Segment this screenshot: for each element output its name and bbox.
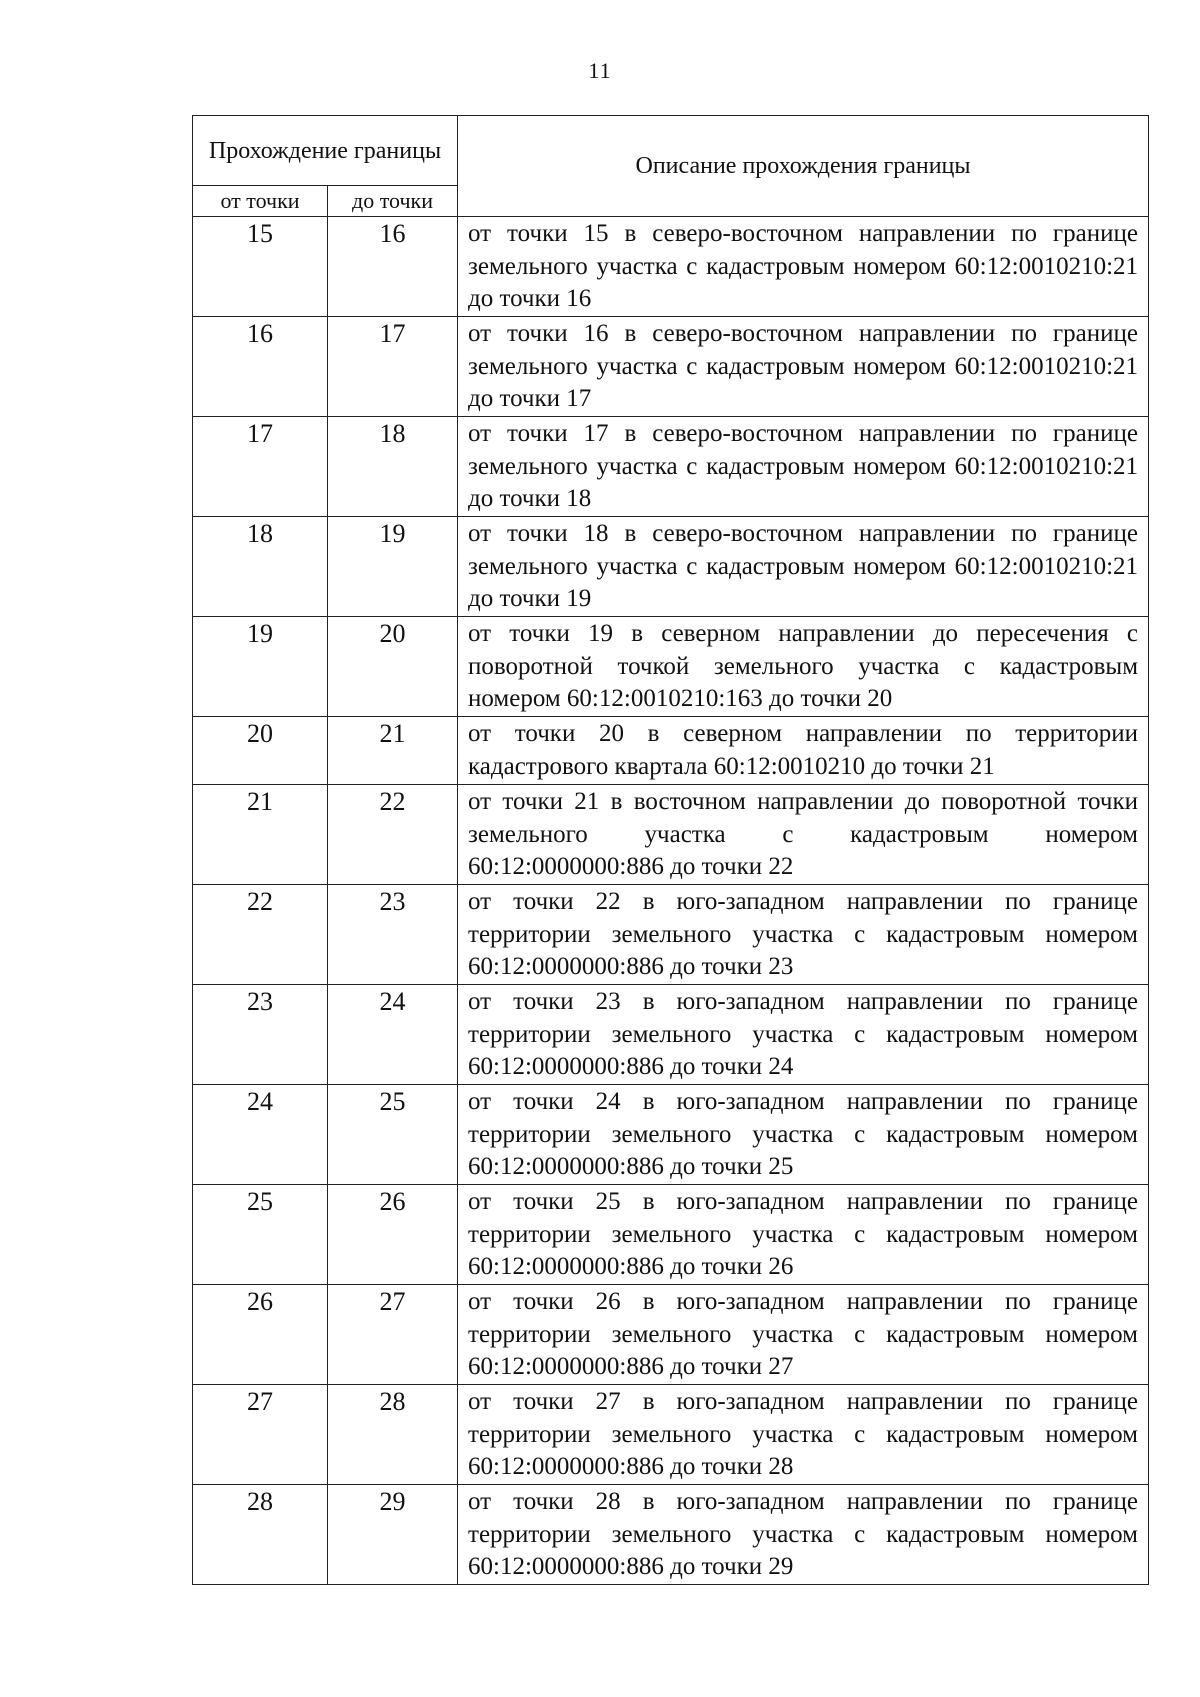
header-from-point: от точки (193, 186, 328, 217)
to-point-cell: 18 (328, 417, 458, 517)
description-cell: от точки 17 в северо-восточном направлении по границе земельного участка с кадастровым номером 60:12:0010210:21 до точки 18 (458, 417, 1149, 517)
to-point-cell: 29 (328, 1485, 458, 1585)
from-point-cell: 25 (193, 1185, 328, 1285)
to-point-cell: 21 (328, 717, 458, 785)
to-point-cell: 19 (328, 517, 458, 617)
to-point-cell: 28 (328, 1385, 458, 1485)
description-cell: от точки 21 в восточном направлении до поворотной точки земельного участка с кадастровым номером 60:12:0000000:886 до точки 22 (458, 785, 1149, 885)
table-row (193, 1485, 1149, 1585)
from-point-cell: 24 (193, 1085, 328, 1185)
table-row (193, 617, 1149, 717)
to-point-cell: 24 (328, 985, 458, 1085)
table-row (193, 217, 1149, 317)
description-cell: от точки 26 в юго-западном направлении по границе территории земельного участка с кадастровым номером 60:12:0000000:886 до точки 27 (458, 1285, 1149, 1385)
description-cell: от точки 23 в юго-западном направлении по границе территории земельного участка с кадастровым номером 60:12:0000000:886 до точки 24 (458, 985, 1149, 1085)
header-row (193, 116, 1149, 186)
table-row (193, 1085, 1149, 1185)
description-cell: от точки 15 в северо-восточном направлении по границе земельного участка с кадастровым номером 60:12:0010210:21 до точки 16 (458, 217, 1149, 317)
description-cell: от точки 22 в юго-западном направлении по границе территории земельного участка с кадастровым номером 60:12:0000000:886 до точки 23 (458, 885, 1149, 985)
table-row (193, 1385, 1149, 1485)
from-point-cell: 26 (193, 1285, 328, 1385)
table-row (193, 1185, 1149, 1285)
from-point-cell: 18 (193, 517, 328, 617)
to-point-cell: 20 (328, 617, 458, 717)
to-point-cell: 25 (328, 1085, 458, 1185)
to-point-cell: 16 (328, 217, 458, 317)
to-point-cell: 17 (328, 317, 458, 417)
description-cell: от точки 25 в юго-западном направлении по границе территории земельного участка с кадастровым номером 60:12:0000000:886 до точки 26 (458, 1185, 1149, 1285)
from-point-cell: 19 (193, 617, 328, 717)
page-number: 11 (588, 58, 612, 83)
header-boundary-passage: Прохождение границы (193, 116, 458, 186)
description-cell: от точки 27 в юго-западном направлении по границе территории земельного участка с кадастровым номером 60:12:0000000:886 до точки 28 (458, 1385, 1149, 1485)
to-point-cell: 22 (328, 785, 458, 885)
header-to-point: до точки (328, 186, 458, 217)
header-description: Описание прохождения границы (458, 116, 1149, 217)
to-point-cell: 23 (328, 885, 458, 985)
description-cell: от точки 19 в северном направлении до пересечения с поворотной точкой земельного участка с кадастровым номером 60:12:0010210:163 до точки 20 (458, 617, 1149, 717)
table-row (193, 717, 1149, 785)
from-point-cell: 23 (193, 985, 328, 1085)
description-cell: от точки 28 в юго-западном направлении по границе территории земельного участка с кадастровым номером 60:12:0000000:886 до точки 29 (458, 1485, 1149, 1585)
description-cell: от точки 18 в северо-восточном направлении по границе земельного участка с кадастровым номером 60:12:0010210:21 до точки 19 (458, 517, 1149, 617)
to-point-cell: 27 (328, 1285, 458, 1385)
table-row (193, 517, 1149, 617)
from-point-cell: 20 (193, 717, 328, 785)
table-row (193, 317, 1149, 417)
description-cell: от точки 24 в юго-западном направлении по границе территории земельного участка с кадастровым номером 60:12:0000000:886 до точки 25 (458, 1085, 1149, 1185)
from-point-cell: 22 (193, 885, 328, 985)
table-row (193, 985, 1149, 1085)
from-point-cell: 17 (193, 417, 328, 517)
table-row (193, 1285, 1149, 1385)
table-row (193, 885, 1149, 985)
boundary-table (192, 115, 1149, 1585)
from-point-cell: 21 (193, 785, 328, 885)
description-cell: от точки 20 в северном направлении по территории кадастрового квартала 60:12:0010210 до точки 21 (458, 717, 1149, 785)
table-row (193, 785, 1149, 885)
to-point-cell: 26 (328, 1185, 458, 1285)
from-point-cell: 15 (193, 217, 328, 317)
from-point-cell: 28 (193, 1485, 328, 1585)
table-row (193, 417, 1149, 517)
from-point-cell: 16 (193, 317, 328, 417)
description-cell: от точки 16 в северо-восточном направлении по границе земельного участка с кадастровым номером 60:12:0010210:21 до точки 17 (458, 317, 1149, 417)
from-point-cell: 27 (193, 1385, 328, 1485)
